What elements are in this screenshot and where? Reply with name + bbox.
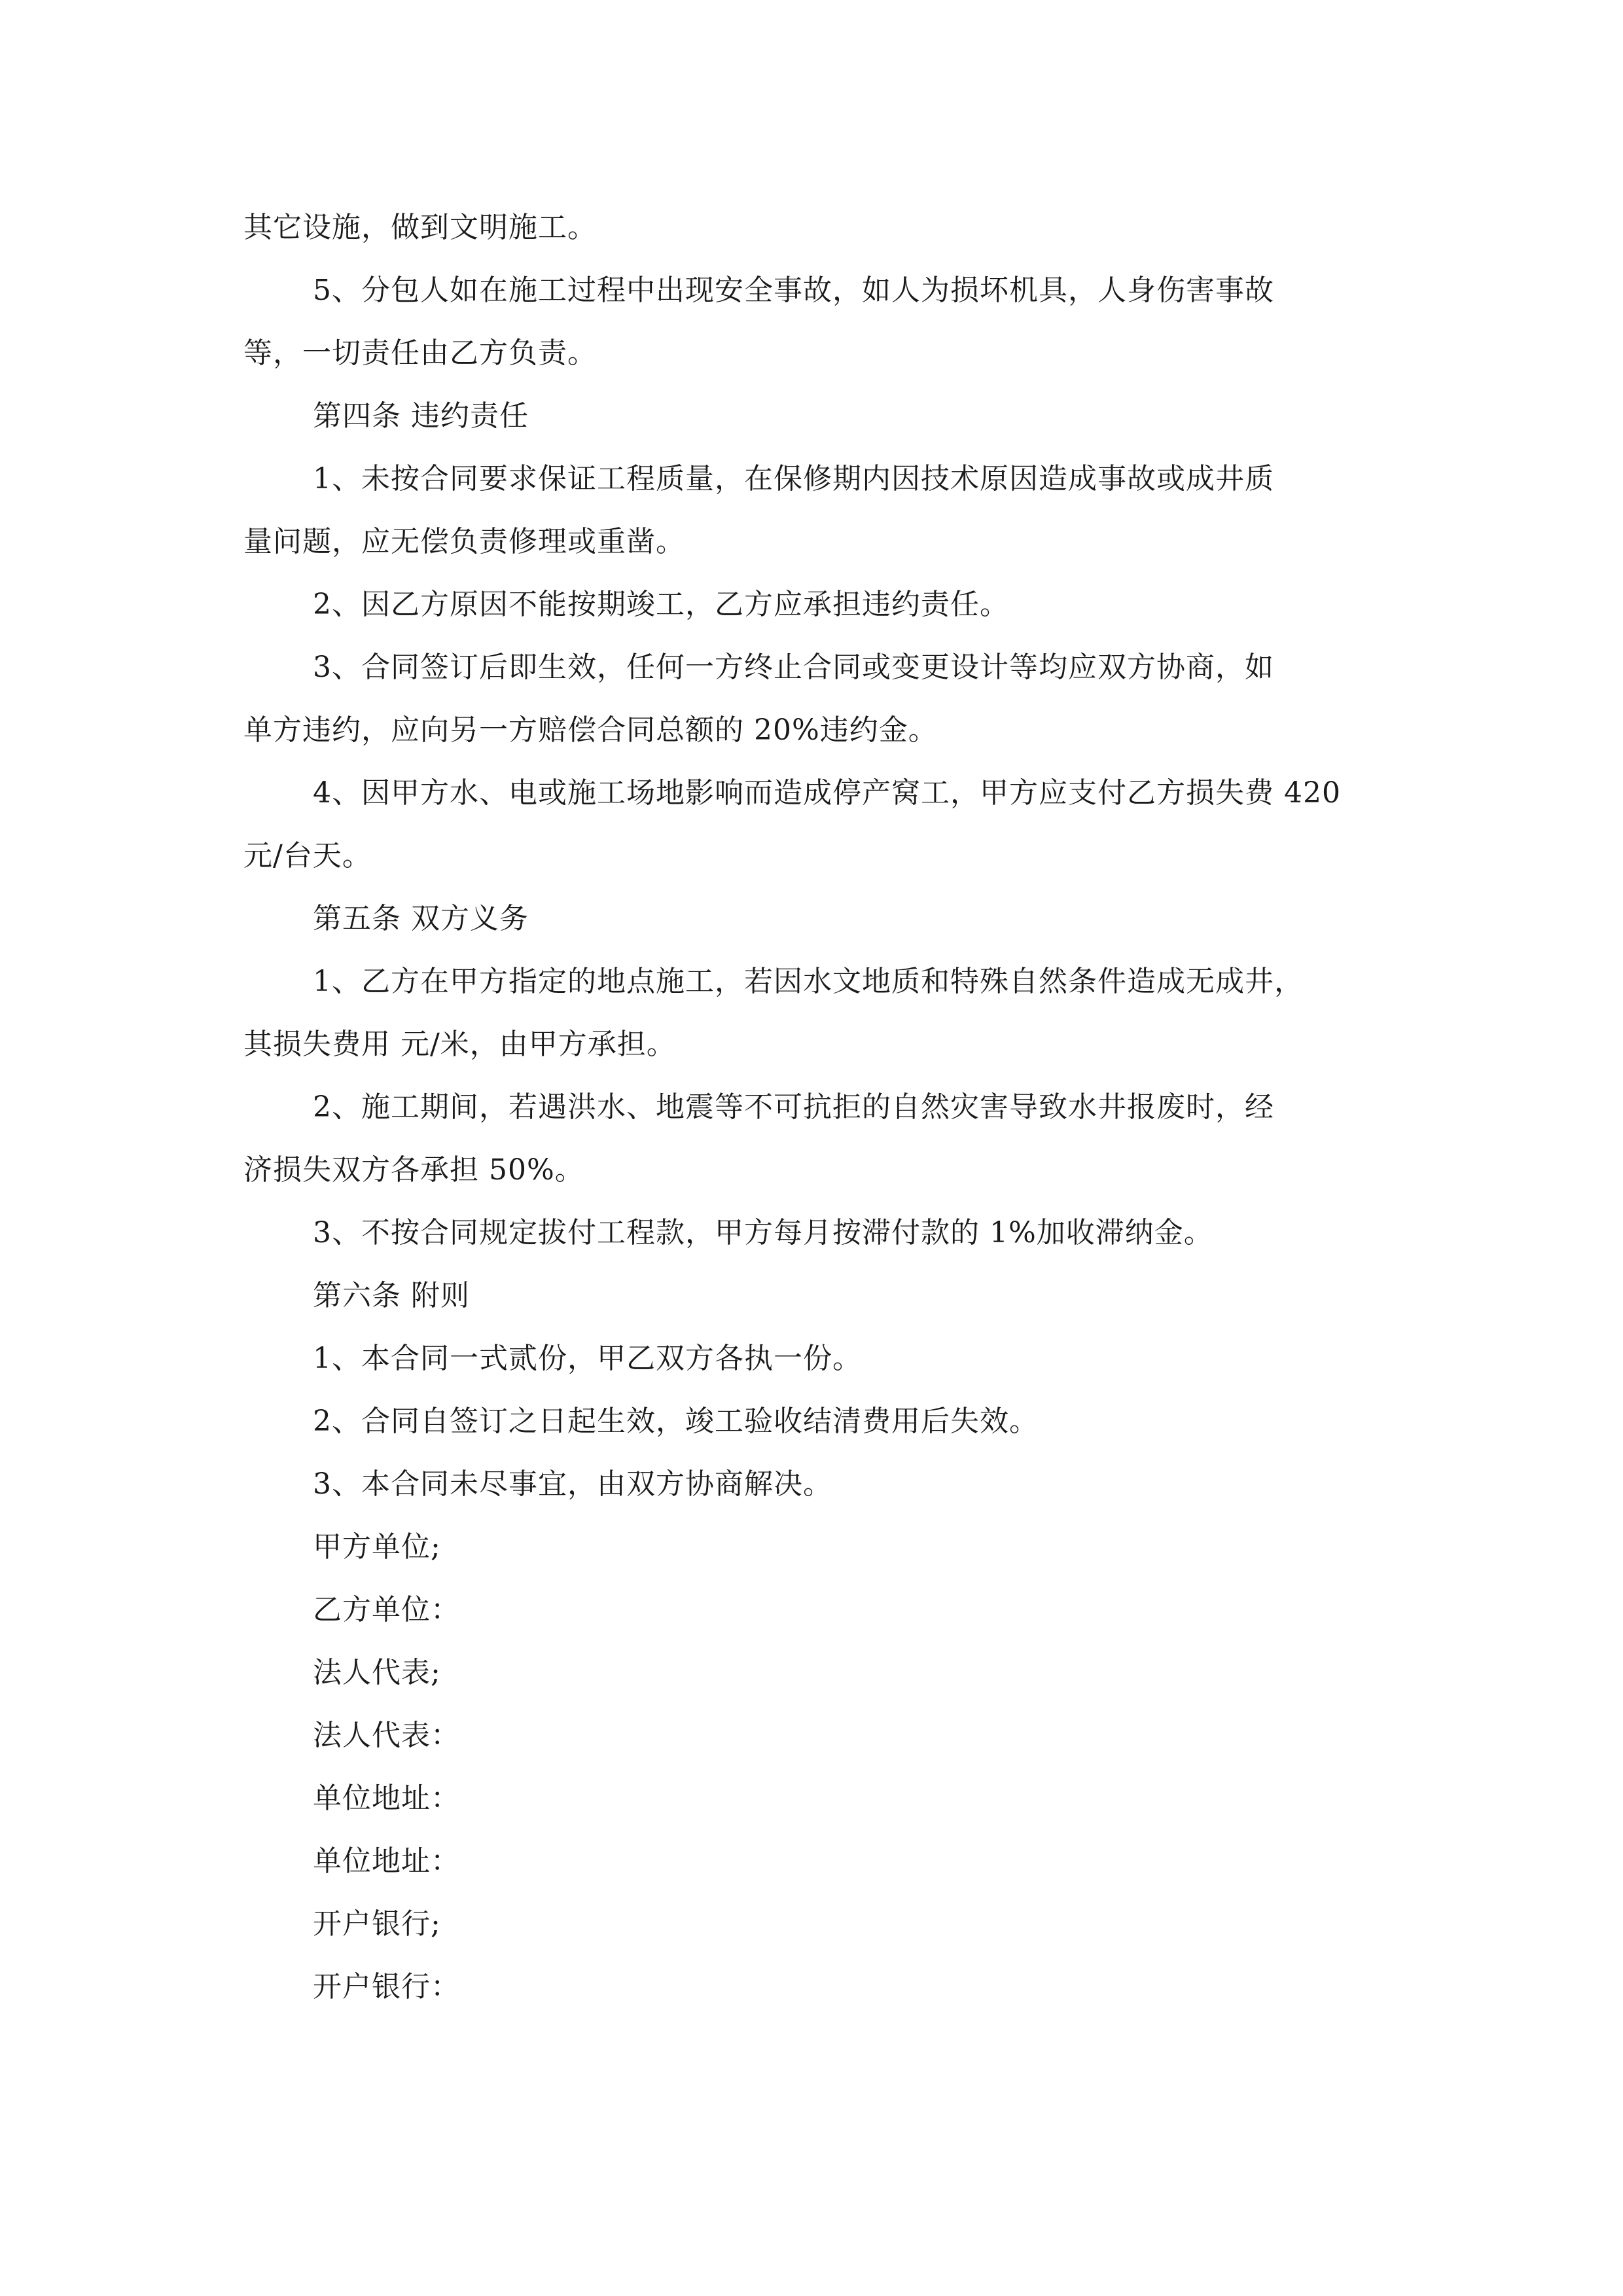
clause-item: 5、分包人如在施工过程中出现安全事故，如人为损坏机具，人身伤害事故 bbox=[313, 274, 1274, 307]
clause-item: 1、未按合同要求保证工程质量，在保修期内因技术原因造成事故或成井质 bbox=[313, 462, 1274, 495]
signature-field-label: 开户银行： bbox=[313, 1970, 460, 2003]
clause-item: 2、施工期间，若遇洪水、地震等不可抗拒的自然灾害导致水井报废时，经 bbox=[313, 1090, 1274, 1124]
signature-field-label: 甲方单位; bbox=[313, 1530, 441, 1564]
text-line: 济损失双方各承担 50%。 bbox=[243, 1153, 584, 1187]
clause-item: 3、本合同未尽事宜，由双方协商解决。 bbox=[313, 1467, 832, 1501]
text-line: 其损失费用 元/米，由甲方承担。 bbox=[243, 1028, 676, 1061]
text-line: 其它设施，做到文明施工。 bbox=[243, 211, 597, 244]
clause-item: 3、合同签订后即生效，任何一方终止合同或变更设计等均应双方协商，如 bbox=[313, 651, 1274, 684]
section-heading: 第六条 附则 bbox=[313, 1279, 470, 1312]
clause-item: 1、乙方在甲方指定的地点施工，若因水文地质和特殊自然条件造成无成井， bbox=[313, 965, 1304, 998]
section-heading: 第五条 双方义务 bbox=[313, 902, 529, 935]
signature-field-label: 法人代表; bbox=[313, 1656, 441, 1689]
clause-item: 3、不按合同规定拔付工程款，甲方每月按滞付款的 1%加收滞纳金。 bbox=[313, 1216, 1213, 1249]
clause-item: 2、因乙方原因不能按期竣工，乙方应承担违约责任。 bbox=[313, 588, 1009, 621]
text-line: 元/台天。 bbox=[243, 839, 372, 872]
text-line: 等，一切责任由乙方负责。 bbox=[243, 336, 597, 370]
section-heading: 第四条 违约责任 bbox=[313, 399, 529, 433]
clause-item: 4、因甲方水、电或施工场地影响而造成停产窝工，甲方应支付乙方损失费 420 bbox=[313, 776, 1341, 810]
text-line: 单方违约，应向另一方赔偿合同总额的 20%违约金。 bbox=[243, 713, 938, 747]
signature-field-label: 开户银行; bbox=[313, 1907, 441, 1941]
clause-item: 1、本合同一式贰份，甲乙双方各执一份。 bbox=[313, 1342, 862, 1375]
text-line: 量问题，应无偿负责修理或重凿。 bbox=[243, 525, 685, 558]
signature-field-label: 单位地址： bbox=[313, 1844, 460, 1878]
signature-field-label: 法人代表： bbox=[313, 1719, 460, 1752]
signature-field-label: 乙方单位： bbox=[313, 1593, 460, 1626]
signature-field-label: 单位地址： bbox=[313, 1782, 460, 1815]
clause-item: 2、合同自签订之日起生效，竣工验收结清费用后失效。 bbox=[313, 1405, 1039, 1438]
